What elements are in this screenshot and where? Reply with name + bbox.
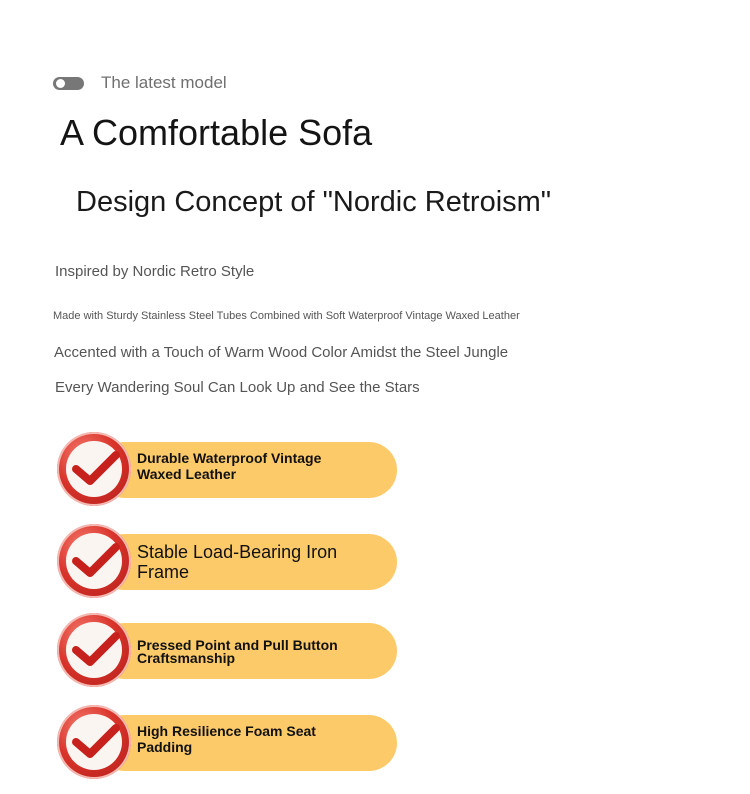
check-badge-icon (57, 524, 131, 598)
latest-model-tag: The latest model (101, 73, 227, 92)
feature-label: Stable Load-Bearing Iron Frame (137, 542, 338, 582)
feature-label: High Resilience Foam Seat Padding (137, 723, 316, 755)
toggle-knob (56, 79, 65, 88)
page-title: A Comfortable Sofa (60, 112, 373, 153)
feature-label: Pressed Point and Pull Button Craftsmanship (137, 637, 338, 666)
feature-item-foam (57, 705, 402, 779)
toggle-icon (53, 77, 84, 90)
feature-item-leather (57, 432, 402, 506)
accent-text: Accented with a Touch of Warm Wood Color Amidst the Steel Jungle (54, 344, 509, 361)
feature-label: Durable Waterproof Vintage Waxed Leather (137, 450, 322, 482)
check-badge-icon (57, 705, 131, 779)
feature-item-buttons (57, 613, 402, 687)
inspired-text: Inspired by Nordic Retro Style (55, 263, 255, 280)
check-badge-icon (57, 613, 131, 687)
check-badge-icon (57, 432, 131, 506)
page-subtitle: Design Concept of "Nordic Retroism" (76, 186, 552, 218)
stars-text: Every Wandering Soul Can Look Up and See the Stars (55, 379, 420, 396)
materials-text: Made with Sturdy Stainless Steel Tubes Combined with Soft Waterproof Vintage Waxed Leather (53, 310, 520, 322)
feature-item-frame (57, 524, 402, 598)
